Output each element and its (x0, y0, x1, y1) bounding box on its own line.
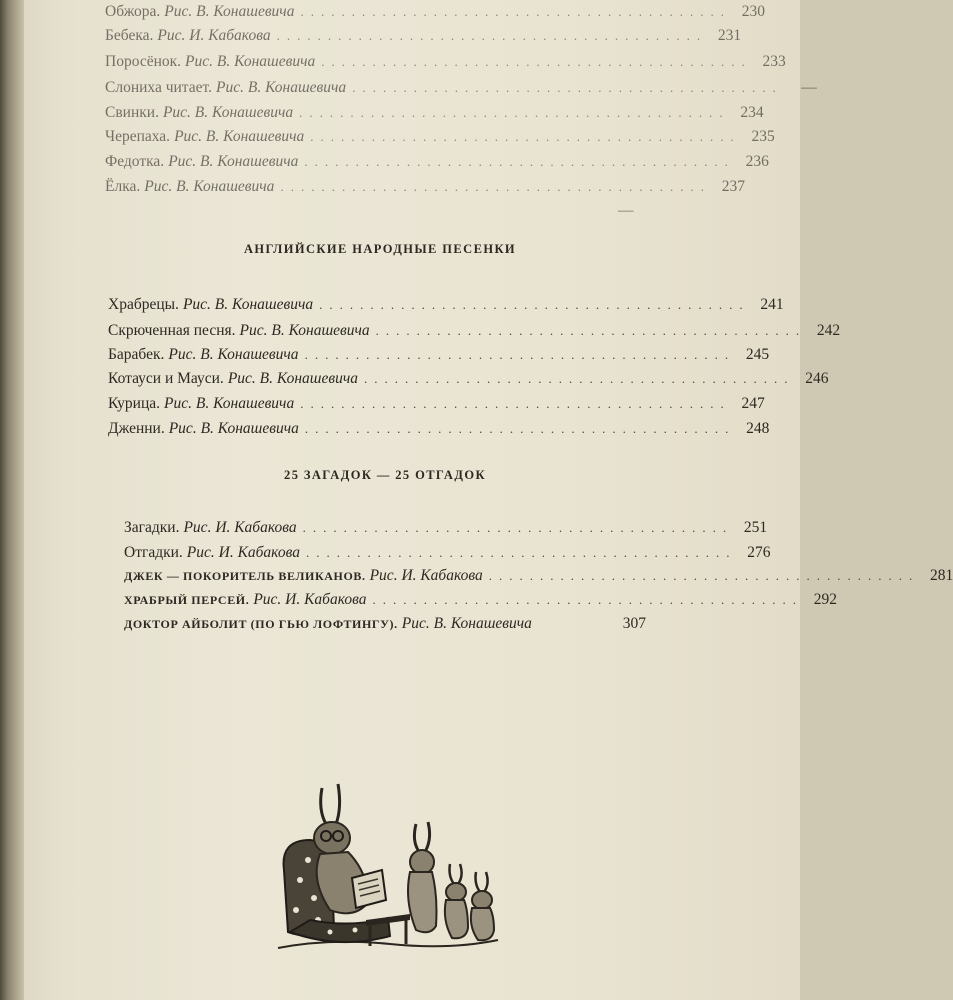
toc-entry: Котауси и Мауси. Рис. В. Конашевича .......................................... 246 (108, 370, 829, 387)
toc-entry: Храбрецы. Рис. В. Конашевича .......................................... 241 (108, 296, 784, 313)
book-gutter (0, 0, 24, 1000)
section-heading: 25 ЗАГАДОК — 25 ОТГАДОК (284, 468, 486, 482)
toc-entry: Обжора. Рис. В. Конашевича .......................................... 230 (105, 3, 765, 20)
toc-entry: Ёлка. Рис. В. Конашевича .......................................... 237 (105, 178, 745, 195)
toc-entry: Курица. Рис. В. Конашевича .......................................... 247 (108, 395, 765, 412)
toc-entry: Загадки. Рис. И. Кабакова .......................................... 251 (124, 519, 768, 536)
section-heading: АНГЛИЙСКИЕ НАРОДНЫЕ ПЕСЕНКИ (243, 242, 517, 256)
toc-entry: ДОКТОР АЙБОЛИТ (ПО ГЬЮ ЛОФТИНГУ). Рис. В. Конашевича 307 (124, 615, 646, 632)
toc-entry: Отгадки. Рис. И. Кабакова .......................................... 276 (124, 544, 771, 561)
toc-entry: Поросёнок. Рис. В. Конашевича .......................................... 233 (105, 53, 786, 70)
toc-entry: Скрюченная песня. Рис. В. Конашевича .......................................... 242 (108, 322, 841, 339)
toc-entry: Свинки. Рис. В. Конашевича .......................................... 234 (105, 104, 764, 121)
toc-entry: Барабек. Рис. В. Конашевича .......................................... 245 (108, 346, 770, 363)
toc-entry: Федотка. Рис. В. Конашевича .......................................... 236 (105, 153, 769, 170)
toc-entry: ДЖЕК — ПОКОРИТЕЛЬ ВЕЛИКАНОВ. Рис. И. Кабакова .......................................... 281 (124, 567, 953, 584)
toc-entry: Дженни. Рис. В. Конашевича .......................................... 248 (108, 420, 770, 437)
toc-entry: Черепаха. Рис. В. Конашевича .......................................... 235 (105, 128, 775, 145)
toc-entry: Бебека. Рис. И. Кабакова .......................................... 231 (105, 27, 742, 44)
toc-entry: ХРАБРЫЙ ПЕРСЕЙ. Рис. И. Кабакова .......................................... 292 (124, 591, 837, 608)
toc-entry: Слониха читает. Рис. В. Конашевича .......................................... — (105, 79, 817, 96)
rabbits-reading-icon (270, 780, 505, 960)
toc-trailing-dash: — (618, 202, 634, 219)
